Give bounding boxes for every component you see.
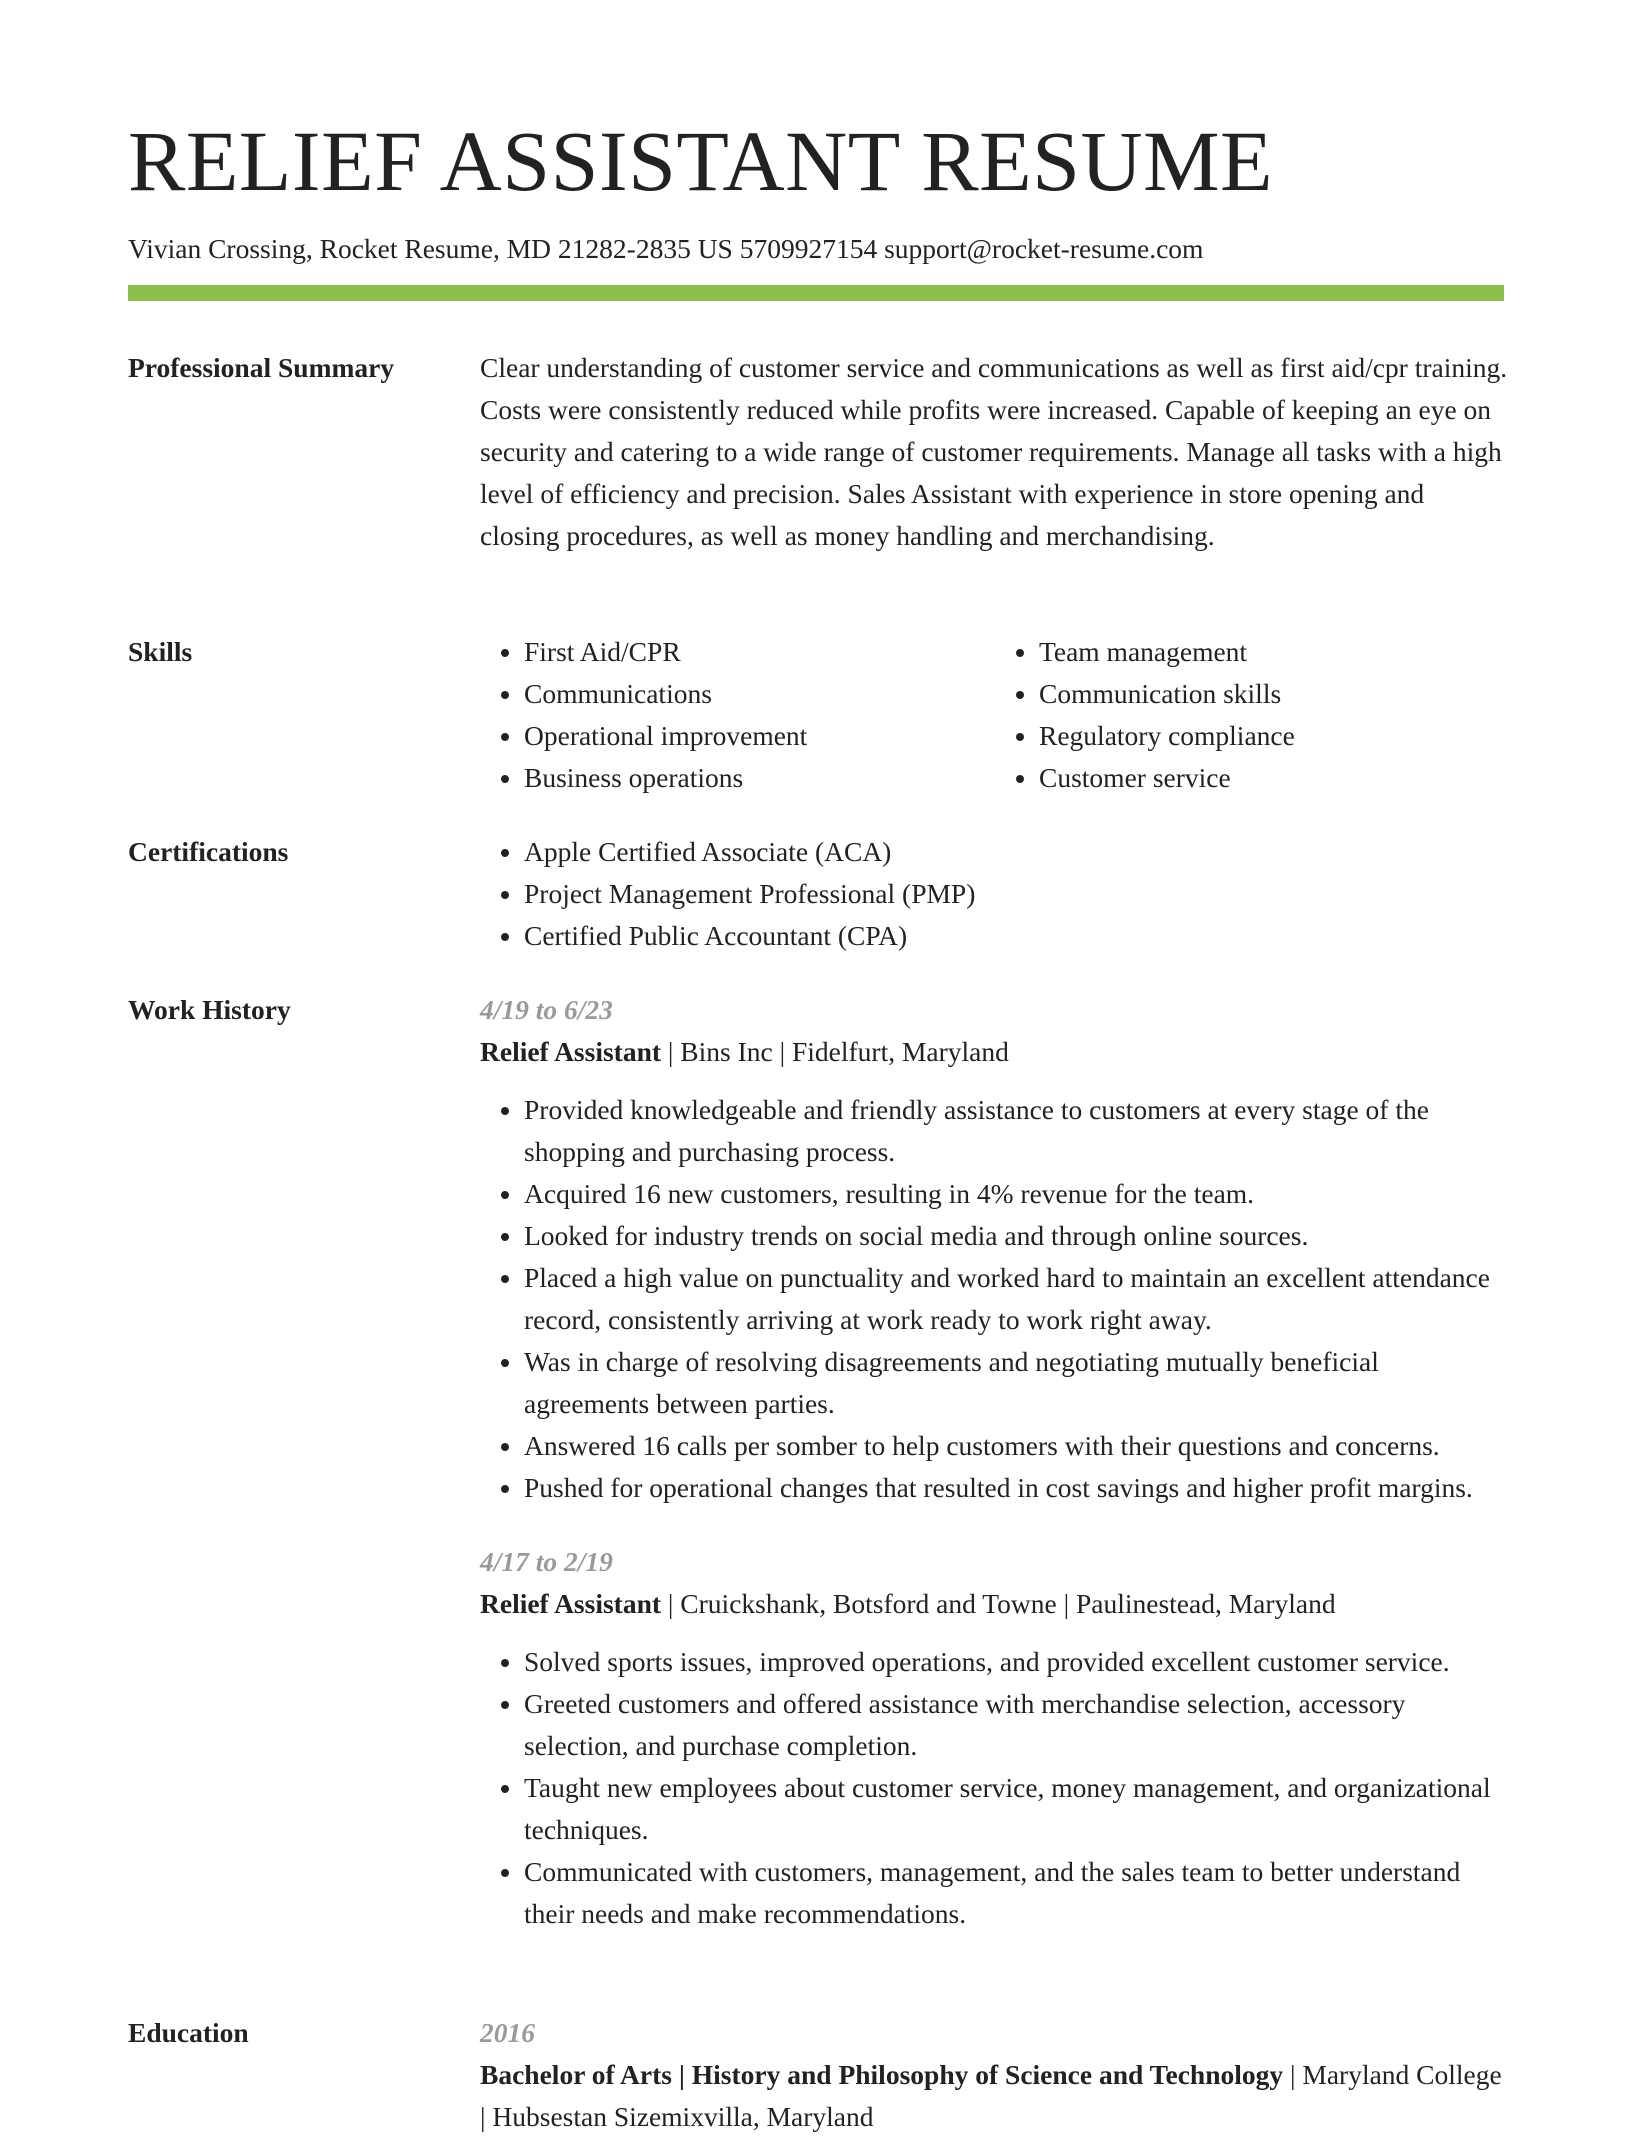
job-bullets <box>480 1641 1510 1935</box>
certifications-body <box>480 831 1510 957</box>
job-bullet: • Greeted customers and offered assistance with merchandise selection, accessory selection, and purchase completion. <box>524 1683 1510 1767</box>
summary-label: Professional Summary <box>128 352 395 383</box>
job-bullet: • Looked for industry trends on social media and through online sources. <box>524 1215 1510 1257</box>
certifications-label: Certifications <box>128 836 289 867</box>
skills-grid <box>480 631 1510 799</box>
job-role: Relief Assistant <box>480 1588 662 1619</box>
job-bullet: • Answered 16 calls per somber to help customers with their questions and concerns. <box>524 1425 1510 1467</box>
skill-item: • Communication skills <box>1039 673 1510 715</box>
job-bullet: • Communicated with customers, management, and the sales team to better understand their needs and make recommendations. <box>524 1851 1510 1935</box>
certification-item: • Project Management Professional (PMP) <box>524 873 1510 915</box>
education-year: 2016 <box>480 2017 535 2048</box>
job-title-line <box>480 1583 1510 1625</box>
job-title-line <box>480 1031 1510 1073</box>
job-role: Relief Assistant <box>480 1036 662 1067</box>
skills-label: Skills <box>128 636 193 667</box>
skill-item: • First Aid/CPR <box>524 631 995 673</box>
certifications-list <box>480 831 1510 957</box>
education-degree: Bachelor of Arts | History and Philosophy of Science and Technology <box>480 2059 1284 2090</box>
accent-divider <box>128 285 1504 301</box>
certification-item: • Certified Public Accountant (CPA) <box>524 915 1510 957</box>
job-bullet: • Was in charge of resolving disagreements and negotiating mutually beneficial agreements between parties. <box>524 1341 1510 1425</box>
education-degree-line <box>480 2054 1510 2138</box>
job-bullet: • Provided knowledgeable and friendly assistance to customers at every stage of the shopping and purchasing process. <box>524 1089 1510 1173</box>
certification-item: • Apple Certified Associate (ACA) <box>524 831 1510 873</box>
skill-item: • Customer service <box>1039 757 1510 799</box>
job-date: 4/19 to 6/23 <box>480 994 613 1025</box>
education-label: Education <box>128 2017 249 2048</box>
job-company: | Cruickshank, Botsford and Towne | Paulinestead, Maryland <box>661 1588 1336 1619</box>
skill-item: • Team management <box>1039 631 1510 673</box>
summary-text: Clear understanding of customer service and communications as well as first aid/cpr training. Costs were consistently reduced while profits were increased. Capable of keeping an eye on security and catering to a wide range of customer requirements. Manage all tasks with a high level of efficiency and precision. Sales Assistant with experience in store opening and closing procedures, as well as money handling and merchandising. <box>480 352 1508 551</box>
work-history-label: Work History <box>128 994 291 1025</box>
education-body <box>480 2012 1510 2138</box>
job-bullet: • Pushed for operational changes that resulted in cost savings and higher profit margins. <box>524 1467 1510 1509</box>
job-company: | Bins Inc | Fidelfurt, Maryland <box>661 1036 1009 1067</box>
job-bullet: • Taught new employees about customer service, money management, and organizational techniques. <box>524 1767 1510 1851</box>
skills-list-left <box>480 631 995 799</box>
education-school: | Maryland College | Hubsestan Sizemixvilla, Maryland <box>480 2059 1502 2132</box>
skill-item: • Regulatory compliance <box>1039 715 1510 757</box>
skills-list-right <box>995 631 1510 799</box>
job-entry <box>480 989 1510 1509</box>
work-history-body <box>480 989 1510 1967</box>
skills-body <box>480 631 1510 799</box>
job-date: 4/17 to 2/19 <box>480 1546 613 1577</box>
job-bullet: • Placed a high value on punctuality and worked hard to maintain an excellent attendance record, consistently arriving at work ready to work right away. <box>524 1257 1510 1341</box>
job-bullets <box>480 1089 1510 1509</box>
skill-item: • Business operations <box>524 757 995 799</box>
resume-title: RELIEF ASSISTANT RESUME <box>128 113 1274 209</box>
contact-info: Vivian Crossing, Rocket Resume, MD 21282-2835 US 5709927154 support@rocket-resume.com <box>128 233 1204 264</box>
job-bullet: • Acquired 16 new customers, resulting in 4% revenue for the team. <box>524 1173 1510 1215</box>
summary-body <box>480 347 1510 557</box>
skill-item: • Operational improvement <box>524 715 995 757</box>
skill-item: • Communications <box>524 673 995 715</box>
job-bullet: • Solved sports issues, improved operations, and provided excellent customer service. <box>524 1641 1510 1683</box>
job-entry <box>480 1541 1510 1935</box>
